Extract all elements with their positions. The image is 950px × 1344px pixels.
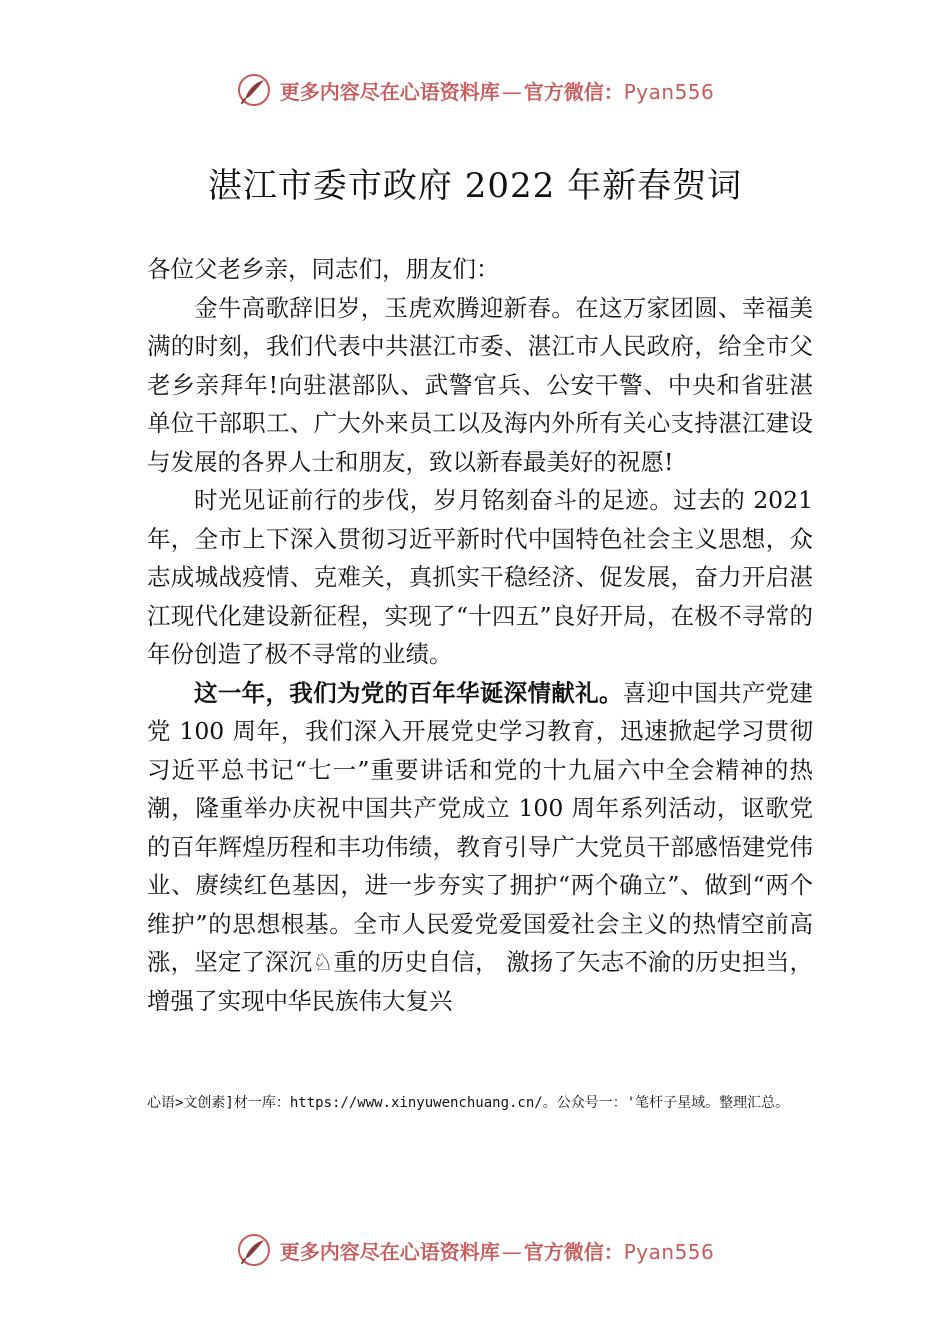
paragraph-lead-sentence: 这一年，我们为党的百年华诞深情献礼。 xyxy=(194,678,623,707)
quill-logo-icon xyxy=(236,72,272,108)
watermark-banner-top xyxy=(0,70,950,110)
paragraph-party-centenary xyxy=(147,674,813,1021)
source-footnote: 心语>文创素]材一库：https://www.xinyuwenchuang.cn/。公众号一：'笔杆子星域。整理汇总。 xyxy=(147,1095,790,1111)
salutation: 各位父老乡亲，同志们，朋友们： xyxy=(147,255,500,283)
paragraph-review: 时光见证前行的步伐，岁月铭刻奋斗的足迹。过去的 2021 年，全市上下深入贯彻习近平新时代中国特色社会主义思想，众志成城战疫情、克难关，真抓实干稳经济、促发展，奋力开启湛江现代化建设新征程，实现了“十四五”良好开局，在极不寻常的年份创造了极不寻常的业绩。 xyxy=(147,486,813,668)
quill-logo-icon xyxy=(236,1232,272,1268)
watermark-text: 更多内容尽在心语资料库 — 官方微信：Pyan556 xyxy=(279,79,715,104)
document-body xyxy=(147,250,813,1020)
watermark-text: 更多内容尽在心语资料库 — 官方微信：Pyan556 xyxy=(279,1239,715,1264)
paragraph-body-text: 喜迎中国共产党建党 100 周年，我们深入开展党史学习教育，迅速掀起学习贯彻习近平总书记“七一”重要讲话和党的十九届六中全会精神的热潮，隆重举办庆祝中国共产党成立 100 周年系列活动，讴歌党的百年辉煌历程和丰功伟绩，教育引导广大党员干部感悟建党伟业、赓续红色基因，进一步夯实了拥护“两个确立”、做到“两个维护”的思想根基。全市人民爱党爱国爱社会主义的热情空前高涨，坚定了深沉♘重的历史自信， 激扬了矢志不渝的历史担当，增强了实现中华民族伟大复兴 xyxy=(147,678,814,1015)
paragraph-greeting: 金牛高歌辞旧岁，玉虎欢腾迎新春。在这万家团圆、幸福美满的时刻，我们代表中共湛江市委、湛江市人民政府，给全市父老乡亲拜年!向驻湛部队、武警官兵、公安干警、中央和省驻湛单位干部职工、广大外来员工以及海内外所有关心支持湛江建设与发展的各界人士和朋友，致以新春最美好的祝愿! xyxy=(147,293,813,476)
watermark-banner-bottom xyxy=(0,1230,950,1270)
document-title: 湛江市委市政府 2022 年新春贺词 xyxy=(207,166,743,206)
